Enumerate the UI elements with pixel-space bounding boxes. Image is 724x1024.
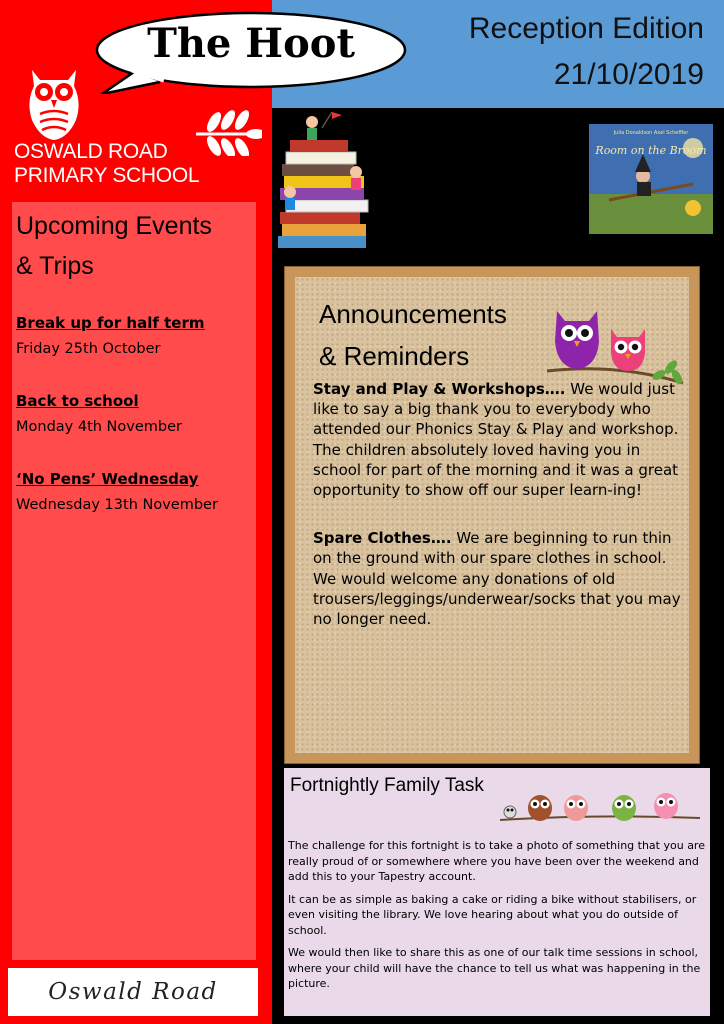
edition-date: 21/10/2019	[553, 58, 704, 91]
announcements-heading	[319, 293, 507, 377]
event-date: Friday 25th October	[16, 341, 161, 357]
announcement-text: We are beginning to run thin on the ground with our spare clothes in school. We would welcome any donations of old trousers/leggings/underwear/socks that you may no longer need.	[313, 529, 681, 629]
newsletter-title: The Hoot	[147, 20, 355, 67]
announcements-heading-line2: & Reminders	[319, 341, 470, 371]
announcements-body	[313, 379, 687, 629]
upcoming-events-panel	[12, 202, 256, 960]
edition-info	[469, 6, 704, 98]
family-task-panel	[284, 768, 710, 1016]
room-on-the-broom-book-cover	[589, 124, 713, 234]
leaf-branch-icon	[196, 104, 262, 156]
task-paragraph: We would then like to share this as one of our talk time sessions in school, where your child will have the chance to tell us what was happening in the picture.	[288, 946, 701, 990]
owl-logo-icon	[22, 62, 86, 142]
announcement-title: Spare Clothes….	[313, 529, 452, 548]
announcement-text: We would just like to say a big thank you to everybody who attended our Phonics Stay & Play and workshop. The children absolutely loved having you in school for part of the morning and it was a great opportunity to show off our super learn-ing!	[313, 380, 679, 500]
cork-surface	[295, 277, 689, 753]
event-title: Back to school	[16, 392, 139, 410]
owls-row-icon	[500, 788, 700, 828]
event-item	[16, 390, 252, 442]
family-task-body	[288, 838, 706, 992]
school-name-line2: PRIMARY SCHOOL	[14, 164, 200, 187]
book-authors: Julia Donaldson Axel Scheffler	[613, 130, 689, 136]
event-title: ‘No Pens’ Wednesday	[16, 470, 199, 488]
announcements-heading-line1: Announcements	[319, 299, 507, 329]
event-title: Break up for half term	[16, 314, 205, 332]
family-task-heading: Fortnightly Family Task	[290, 775, 484, 796]
footer-box	[8, 968, 258, 1016]
book-title: Room on the Broom	[595, 144, 707, 157]
event-date: Wednesday 13th November	[16, 497, 218, 513]
book-stack-children-illustration	[276, 112, 376, 258]
task-paragraph: It can be as simple as baking a cake or riding a bike without stabilisers, or even visiting the library. We love hearing about what you do outside of school.	[288, 892, 697, 937]
announcement-item	[313, 528, 687, 629]
events-heading	[16, 206, 252, 286]
events-heading-line1: Upcoming Events	[16, 212, 212, 240]
footer-text: Oswald Road	[48, 979, 218, 1005]
school-name	[14, 140, 199, 188]
event-date: Monday 4th November	[16, 419, 182, 435]
event-item	[16, 312, 252, 364]
announcement-item	[313, 379, 687, 500]
announcement-title: Stay and Play & Workshops….	[313, 380, 566, 398]
edition-label: Reception Edition	[468, 12, 704, 45]
task-paragraph: The challenge for this fortnight is to take a photo of something that you are really proud of or somewhere where you have been over the weekend and add this to your Tapestry account.	[288, 839, 705, 883]
school-name-line1: OSWALD ROAD	[14, 140, 168, 163]
announcements-corkboard	[284, 266, 700, 764]
event-item	[16, 468, 252, 520]
events-heading-line2: & Trips	[16, 252, 94, 280]
owls-on-branch-icon	[547, 301, 687, 391]
